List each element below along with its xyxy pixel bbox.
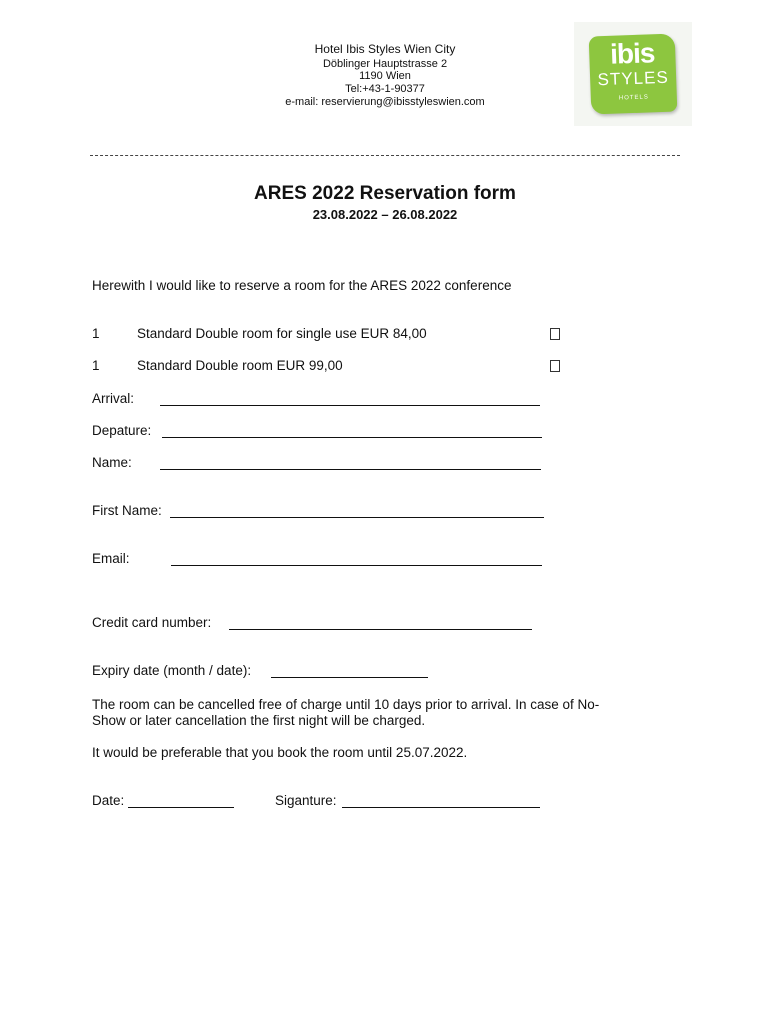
date-field[interactable] [128,807,234,808]
form-title: ARES 2022 Reservation form [254,183,516,204]
logo-hotels-text: HOTELS [618,94,649,102]
cancellation-line-2: Show or later cancellation the first night will be charged. [92,713,426,728]
cancellation-line-1: The room can be cancelled free of charge until 10 days prior to arrival. In case of No- [92,697,600,712]
first-name-field[interactable] [170,517,544,518]
name-field[interactable] [160,469,541,470]
signature-field[interactable] [342,807,540,808]
room-1-checkbox[interactable] [550,328,560,340]
expiry-field[interactable] [271,677,428,678]
room-2-checkbox[interactable] [550,360,560,372]
hotel-email: e-mail: reservierung@ibisstyleswien.com [285,96,485,108]
hotel-street: Döblinger Hauptstrasse 2 [322,58,448,70]
credit-card-field[interactable] [229,629,532,630]
room-2-qty: 1 [92,358,100,373]
room-2-label: Standard Double room EUR 99,00 [137,358,343,373]
ibis-styles-logo [574,22,692,126]
signature-label: Siganture: [275,793,337,808]
arrival-field[interactable] [160,405,540,406]
hotel-name: Hotel Ibis Styles Wien City [314,42,456,56]
departure-field[interactable] [162,437,542,438]
preference-note: It would be preferable that you book the room until 25.07.2022. [92,745,468,760]
intro-text: Herewith I would like to reserve a room for the ARES 2022 conference [92,278,512,293]
logo-pillow-shape [589,34,678,115]
hotel-city: 1190 Wien [359,70,411,82]
conference-dates: 23.08.2022 – 26.08.2022 [312,207,458,222]
hotel-phone: Tel:+43-1-90377 [345,83,425,95]
room-1-label: Standard Double room for single use EUR 84,00 [137,326,427,341]
room-1-qty: 1 [92,326,100,341]
departure-label: Depature: [92,423,152,438]
first-name-label: First Name: [92,503,162,518]
credit-card-label: Credit card number: [92,615,212,630]
logo-brand-text: ibis [609,37,655,70]
name-label: Name: [92,455,132,470]
expiry-label: Expiry date (month / date): [92,663,252,678]
logo-styles-text: STYLES [597,67,670,90]
header-divider [90,155,680,156]
email-field[interactable] [171,565,542,566]
email-label: Email: [92,551,130,566]
date-label: Date: [92,793,125,808]
arrival-label: Arrival: [92,391,135,406]
